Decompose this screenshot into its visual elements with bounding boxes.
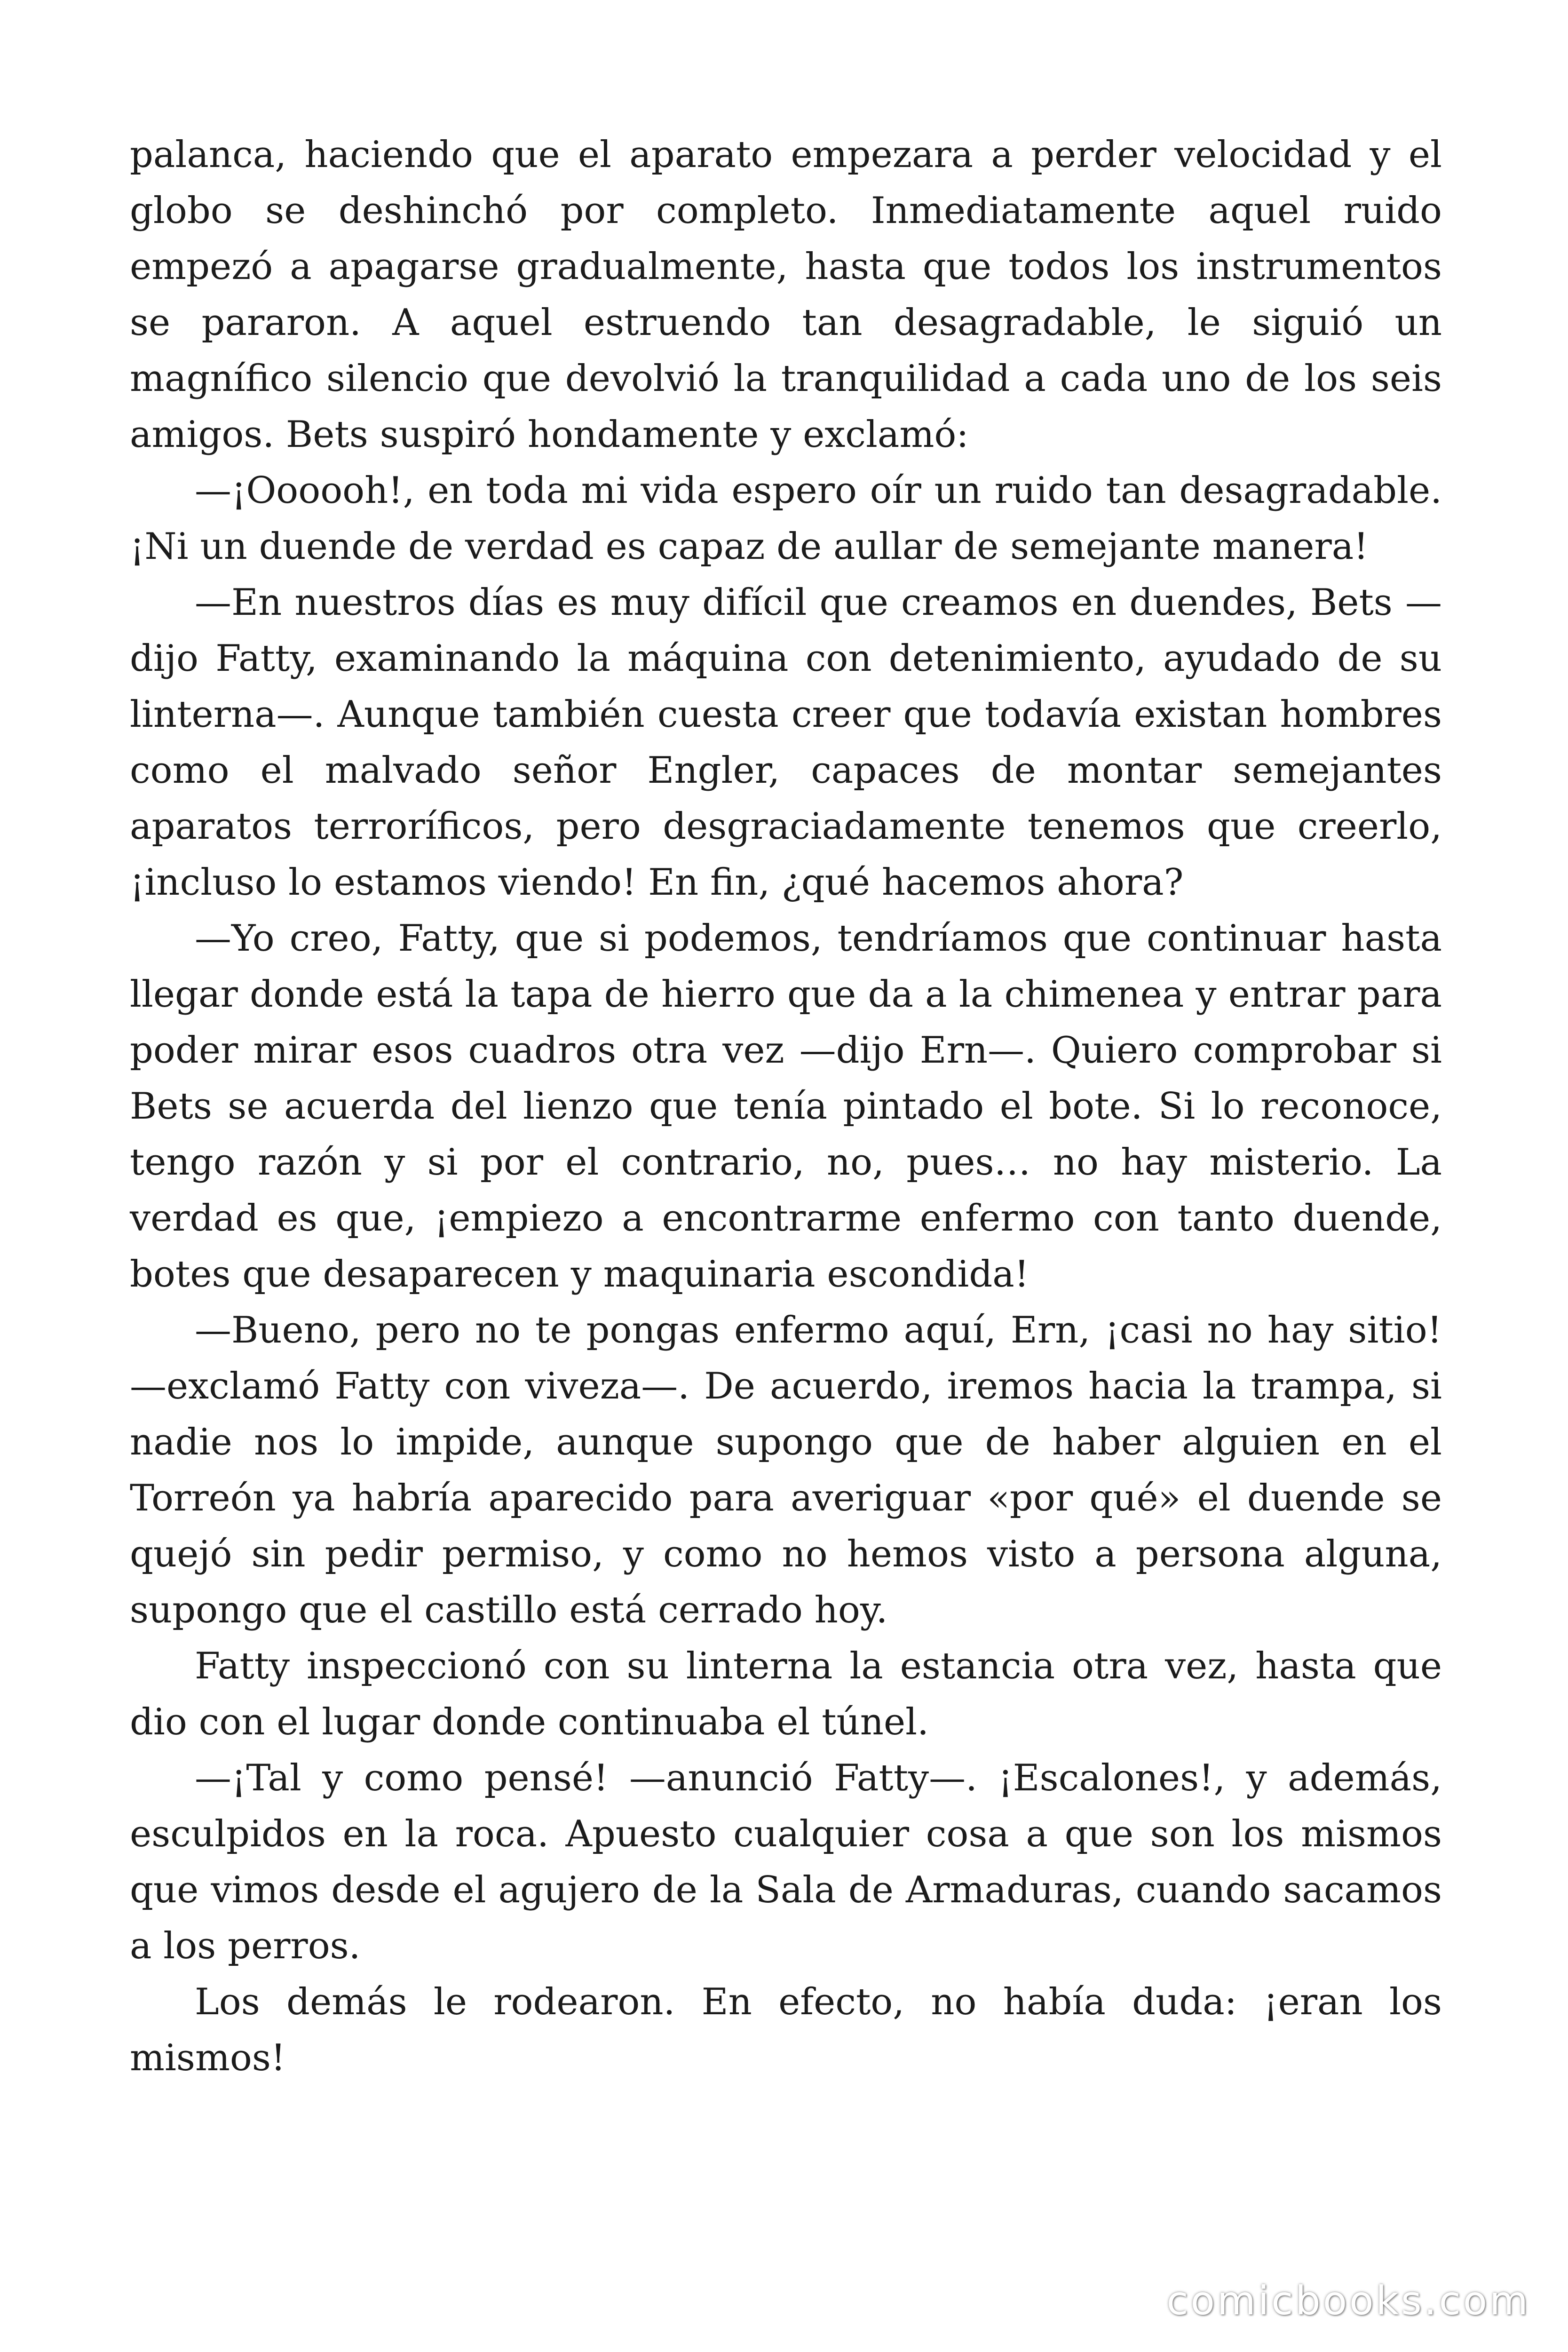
paragraph-4: —Yo creo, Fatty, que si podemos, tendríamos que continuar hasta llegar donde está la tapa de hierro que da a la chimenea y entrar para poder mirar esos cuadros otra vez —dijo Ern—. Quiero comprobar si Bets se acuerda del lienzo que tenía pintado el bote. Si lo reconoce, tengo razón y si por el contrario, no, pues… no hay misterio. La verdad es que, ¡empiezo a encontrarme enfermo con tanto duende, botes que desaparecen y maquinaria escondida! <box>130 917 1442 1295</box>
paragraph-1: palanca, haciendo que el aparato empezara a perder velocidad y el globo se deshinchó por completo. Inmediatamente aquel ruido empezó a apagarse gradualmente, hasta que todos los instrumentos se pararon. A aquel estruendo tan desagradable, le siguió un magnífico silencio que devolvió la tranquilidad a cada uno de los seis amigos. Bets suspiró hondamente y exclamó: <box>130 134 1442 456</box>
paragraph-7: —¡Tal y como pensé! —anunció Fatty—. ¡Escalones!, y además, esculpidos en la roca. Apuesto cualquier cosa a que son los mismos que vimos desde el agujero de la Sala de Armaduras, cuando sacamos a los perros. <box>130 1757 1442 1967</box>
watermark: comicbooks.com <box>1166 2278 1530 2324</box>
body-text <box>130 127 1442 2086</box>
paragraph-8: Los demás le rodearon. En efecto, no había duda: ¡eran los mismos! <box>130 1981 1442 2079</box>
paragraph-3: —En nuestros días es muy difícil que creamos en duendes, Bets —dijo Fatty, examinando la máquina con detenimiento, ayudado de su linterna—. Aunque también cuesta creer que todavía existan hombres como el malvado señor Engler, capaces de montar semejantes aparatos terroríficos, pero desgraciadamente tenemos que creerlo, ¡incluso lo estamos viendo! En fin, ¿qué hacemos ahora? <box>130 581 1442 904</box>
paragraph-6: Fatty inspeccionó con su linterna la estancia otra vez, hasta que dio con el lugar donde continuaba el túnel. <box>130 1645 1442 1743</box>
paragraph-2: —¡Oooooh!, en toda mi vida espero oír un ruido tan desagradable. ¡Ni un duende de verdad es capaz de aullar de semejante manera! <box>130 469 1442 568</box>
paragraph-5: —Bueno, pero no te pongas enfermo aquí, Ern, ¡casi no hay sitio! —exclamó Fatty con viveza—. De acuerdo, iremos hacia la trampa, si nadie nos lo impide, aunque supongo que de haber alguien en el Torreón ya habría aparecido para averiguar «por qué» el duende se quejó sin pedir permiso, y como no hemos visto a persona alguna, supongo que el castillo está cerrado hoy. <box>130 1309 1442 1631</box>
